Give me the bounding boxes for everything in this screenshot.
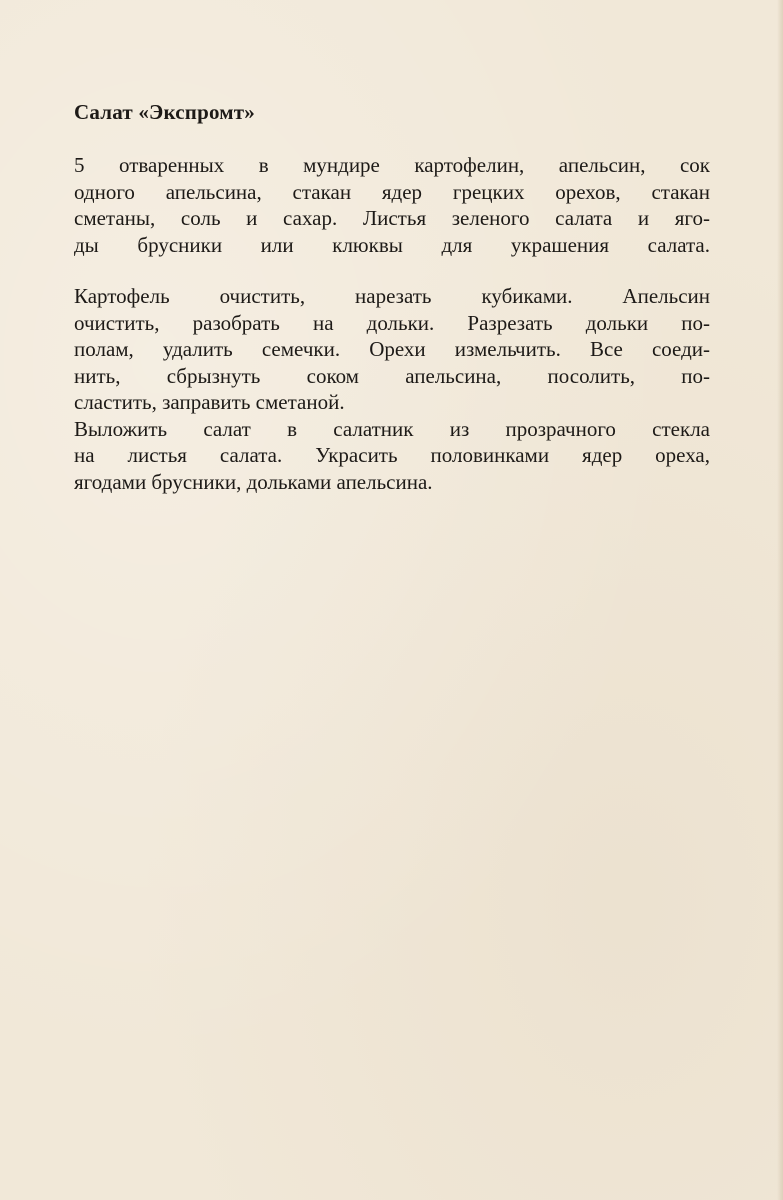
ingredients-line-1: 5 отваренных в мундире картофелин, апельсин, сок	[74, 153, 710, 177]
serving-paragraph	[74, 416, 710, 496]
instructions-line-4: нить, сбрызнуть соком апельсина, посолить, по-	[74, 363, 710, 388]
instructions-line-2: очистить, разобрать на дольки. Разрезать дольки по-	[74, 310, 710, 335]
instructions-line-1: Картофель очистить, нарезать кубиками. Апельсин	[74, 284, 710, 308]
instructions-line-3: полам, удалить семечки. Орехи измельчить. Все соеди-	[74, 337, 710, 361]
ingredients-line-3: сметаны, соль и сахар. Листья зеленого салата и яго-	[74, 206, 710, 230]
instructions-paragraph	[74, 283, 710, 416]
page-edge-shadow	[777, 0, 783, 1200]
recipe-block	[74, 96, 710, 495]
serving-line-1: Выложить салат в салатник из прозрачного стекла	[74, 416, 710, 441]
ingredients-line-4: ды брусники или клюквы для украшения салата.	[74, 232, 710, 257]
ingredients-paragraph	[74, 152, 710, 258]
serving-line-3: ягодами брусники, дольками апельсина.	[74, 469, 433, 494]
serving-line-2: на листья салата. Украсить половинками ядер ореха,	[74, 443, 710, 467]
ingredients-line-2: одного апельсина, стакан ядер грецких орехов, стакан	[74, 179, 710, 204]
instructions-line-5: сластить, заправить сметаной.	[74, 390, 345, 414]
recipe-title: Салат «Экспромт»	[74, 100, 255, 124]
